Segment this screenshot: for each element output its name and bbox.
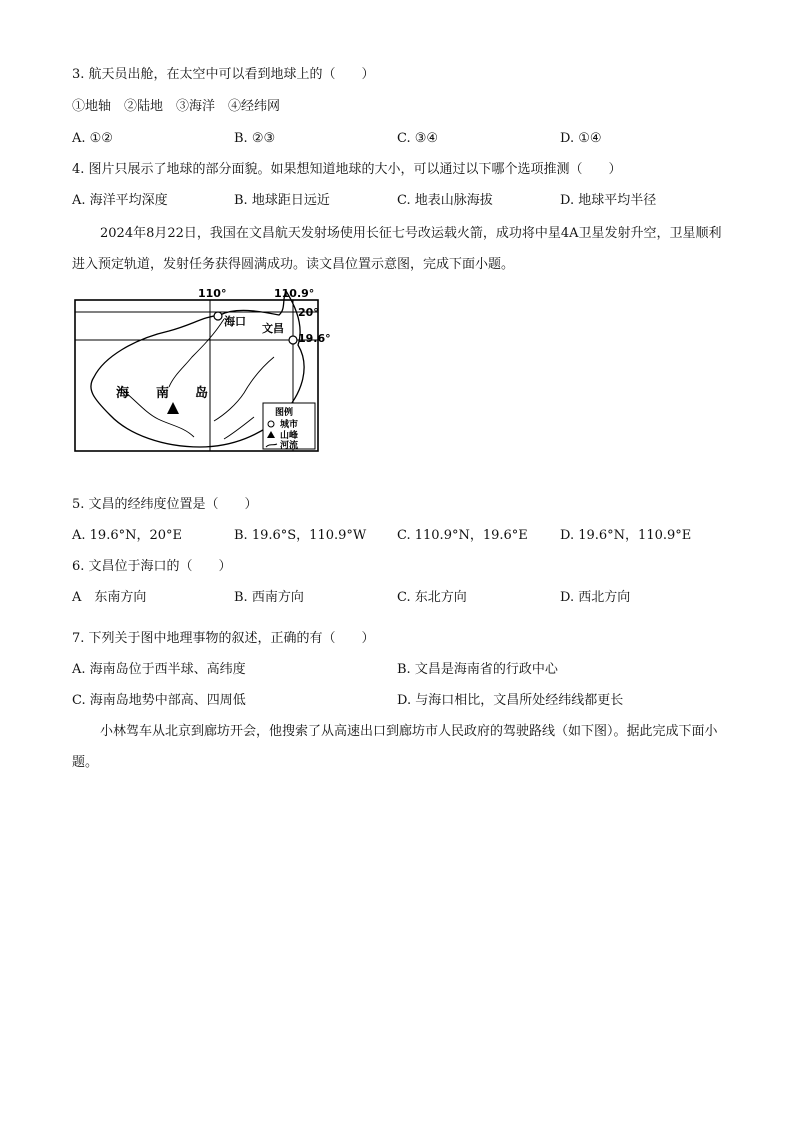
q3-items: ①地轴 ②陆地 ③海洋 ④经纬网 — [72, 99, 281, 114]
island-label-char-1: 海 — [116, 386, 130, 401]
city-label-haikou: 海口 — [224, 315, 246, 328]
q6-option-d[interactable]: D. 西北方向 — [560, 590, 631, 605]
q5-stem: 5. 文昌的经纬度位置是（ ） — [72, 497, 258, 512]
q3-option-a[interactable]: A. ①② — [72, 131, 113, 146]
legend-title: 图例 — [275, 408, 294, 418]
q5-option-c[interactable]: C. 110.9°N，19.6°E — [397, 528, 528, 543]
island-label-char-3: 岛 — [195, 386, 209, 401]
wenchang-city-icon — [289, 336, 297, 344]
passage-driving-route: 小林驾车从北京到廊坊开会，他搜索了从高速出口到廊坊市人民政府的驾驶路线（如下图）。据此完成下面小题。 — [72, 724, 718, 770]
q3-option-b[interactable]: B. ②③ — [234, 131, 276, 146]
legend-city-label: 城市 — [280, 420, 299, 430]
q6-option-c[interactable]: C. 东北方向 — [397, 590, 467, 605]
q7-options-row-2 — [72, 692, 732, 710]
q3-options — [72, 130, 732, 148]
legend-city-icon — [268, 421, 274, 427]
peak-icon — [167, 402, 179, 414]
q7-option-c[interactable]: C. 海南岛地势中部高、四周低 — [72, 693, 246, 708]
legend-peak-label: 山峰 — [280, 431, 299, 441]
wenchang-location-map — [74, 287, 331, 453]
label-lon-110-9: 110.9° — [274, 287, 315, 300]
q7-options-row-1 — [72, 661, 732, 679]
label-lon-110: 110° — [198, 287, 227, 300]
q3-option-c[interactable]: C. ③④ — [397, 131, 439, 146]
label-lat-19-6: 19.6° — [298, 332, 331, 345]
q7-option-a[interactable]: A. 海南岛位于西半球、高纬度 — [72, 662, 246, 677]
q4-options — [72, 192, 732, 210]
q7-option-b[interactable]: B. 文昌是海南省的行政中心 — [397, 662, 558, 677]
city-label-wenchang: 文昌 — [262, 322, 284, 335]
legend-river-label: 河流 — [280, 441, 299, 451]
q6-option-a[interactable]: A 东南方向 — [72, 590, 147, 605]
label-lat-20: 20° — [298, 306, 319, 319]
haikou-city-icon — [214, 312, 222, 320]
q6-option-b[interactable]: B. 西南方向 — [234, 590, 304, 605]
river-southeast — [224, 417, 254, 439]
q4-option-d[interactable]: D. 地球平均半径 — [560, 193, 657, 208]
q4-stem: 4. 图片只展示了地球的部分面貌。如果想知道地球的大小，可以通过以下哪个选项推测（ ） — [72, 162, 622, 177]
q6-stem: 6. 文昌位于海口的（ ） — [72, 559, 232, 574]
q4-option-a[interactable]: A. 海洋平均深度 — [72, 193, 168, 208]
passage-launch: 2024年8月22日，我国在文昌航天发射场使用长征七号改运载火箭，成功将中星4A卫星发射升空，卫星顺利进入预定轨道，发射任务获得圆满成功。读文昌位置示意图，完成下面小题。 — [72, 226, 722, 272]
q3-stem: 3. 航天员出舱，在太空中可以看到地球上的（ ） — [72, 67, 375, 82]
q5-option-b[interactable]: B. 19.6°S，110.9°W — [234, 528, 367, 543]
q5-option-a[interactable]: A. 19.6°N，20°E — [72, 528, 183, 543]
q6-options — [72, 589, 732, 607]
q4-option-b[interactable]: B. 地球距日远近 — [234, 193, 330, 208]
q7-option-d[interactable]: D. 与海口相比，文昌所处经纬线都更长 — [397, 693, 624, 708]
q3-option-d[interactable]: D. ①④ — [560, 131, 602, 146]
island-label-char-2: 南 — [156, 386, 170, 401]
q5-options — [72, 527, 732, 545]
q5-option-d[interactable]: D. 19.6°N，110.9°E — [560, 528, 692, 543]
q4-option-c[interactable]: C. 地表山脉海拔 — [397, 193, 493, 208]
q7-stem: 7. 下列关于图中地理事物的叙述，正确的有（ ） — [72, 631, 375, 646]
